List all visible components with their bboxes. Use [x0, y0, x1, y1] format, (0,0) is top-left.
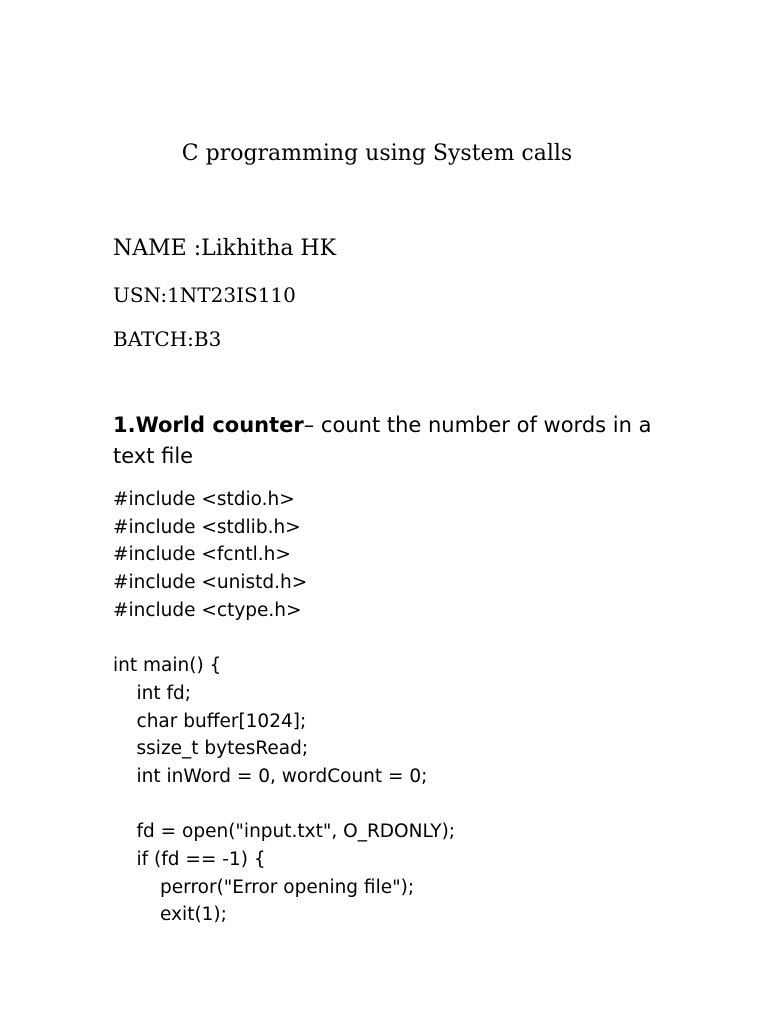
code-line: exit(1); [113, 904, 227, 926]
code-line: fd = open("input.txt", O_RDONLY); [113, 821, 456, 843]
code-line [113, 624, 455, 652]
code-line: int inWord = 0, wordCount = 0; [113, 765, 428, 787]
code-line: perror("Error opening file"); [113, 876, 415, 898]
student-usn: USN:1NT23IS110 [113, 283, 296, 307]
code-line: if (fd == -1) { [113, 848, 266, 870]
code-line: int fd; [113, 682, 192, 704]
document-title: C programming using System calls [181, 141, 573, 166]
section-heading-description: – count the number of words in a text file [113, 413, 652, 468]
code-line: ssize_t bytesRead; [113, 738, 309, 760]
student-batch: BATCH:B3 [113, 327, 222, 351]
code-line: int main() { [113, 655, 222, 677]
section-heading-title: 1.World counter [113, 413, 304, 437]
code-line [113, 791, 455, 819]
code-line: #include <ctype.h> [113, 599, 302, 621]
code-block [113, 486, 455, 929]
section-heading [113, 410, 673, 472]
code-line: #include <stdio.h> [113, 489, 295, 510]
student-name: NAME :Likhitha HK [113, 236, 337, 261]
code-line: #include <unistd.h> [113, 572, 308, 594]
code-line: char buffer[1024]; [113, 710, 307, 732]
code-line: #include <fcntl.h> [113, 544, 291, 566]
code-line: #include <stdlib.h> [113, 516, 301, 538]
